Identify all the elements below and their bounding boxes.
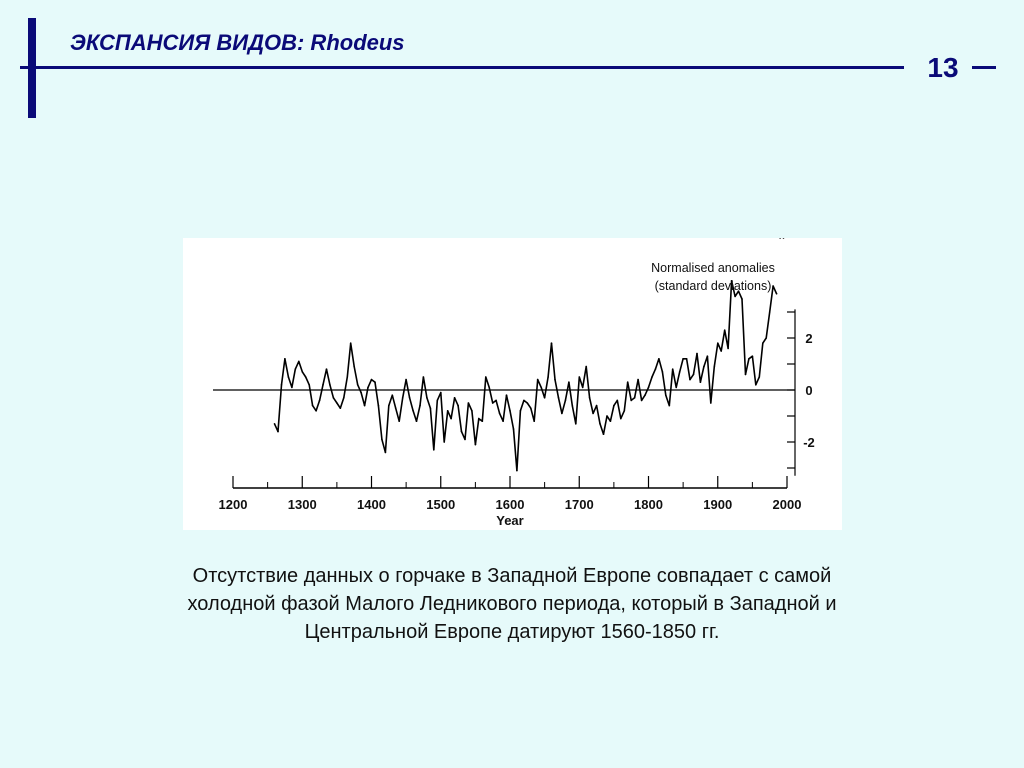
data-point — [350, 342, 352, 344]
data-point — [644, 394, 646, 396]
data-point — [440, 392, 442, 394]
data-point — [689, 379, 691, 381]
data-point — [502, 420, 504, 422]
data-point — [357, 384, 359, 386]
data-point — [686, 358, 688, 360]
x-tick-label: 1200 — [218, 497, 248, 512]
data-point — [530, 407, 532, 409]
data-point — [360, 392, 362, 394]
data-point — [679, 371, 681, 373]
data-point — [385, 452, 387, 454]
data-point — [464, 439, 466, 441]
data-point — [641, 400, 643, 402]
data-point — [353, 366, 355, 368]
data-point — [759, 376, 761, 378]
x-axis-title: Year — [496, 513, 524, 528]
data-point — [551, 342, 553, 344]
data-point — [305, 376, 307, 378]
data-point — [575, 423, 577, 425]
data-point — [727, 348, 729, 350]
data-point — [471, 410, 473, 412]
data-point — [457, 405, 459, 407]
caption-line-1: Отсутствие данных о горчаке в Западной Европе совпадает с самой — [192, 565, 832, 587]
data-point — [333, 397, 335, 399]
data-point — [433, 449, 435, 451]
data-point — [409, 397, 411, 399]
data-point — [488, 387, 490, 389]
data-point — [402, 397, 404, 399]
y-tick-label: -2 — [803, 435, 815, 450]
data-point — [655, 368, 657, 370]
data-point — [606, 415, 608, 417]
data-point — [700, 381, 702, 383]
data-point — [592, 413, 594, 415]
data-point — [308, 384, 310, 386]
data-point — [274, 423, 276, 425]
data-point — [572, 405, 574, 407]
data-point — [509, 410, 511, 412]
slide-title: ЭКСПАНСИЯ ВИДОВ: Rhodeus — [70, 30, 405, 55]
data-point — [454, 397, 456, 399]
data-point — [288, 376, 290, 378]
data-point — [326, 368, 328, 370]
data-point — [398, 420, 400, 422]
data-point — [336, 402, 338, 404]
data-point — [295, 368, 297, 370]
data-point — [558, 397, 560, 399]
data-point — [412, 410, 414, 412]
data-point — [329, 384, 331, 386]
data-point — [374, 381, 376, 383]
data-point — [419, 405, 421, 407]
slide-caption — [70, 562, 954, 646]
x-tick-label: 1400 — [357, 497, 386, 512]
data-point — [364, 405, 366, 407]
data-point — [720, 350, 722, 352]
data-point — [765, 337, 767, 339]
data-point — [703, 366, 705, 368]
x-tick-label: 1500 — [426, 497, 456, 512]
data-point — [492, 402, 494, 404]
data-point — [624, 410, 626, 412]
data-point — [544, 397, 546, 399]
data-point — [378, 405, 380, 407]
data-point — [319, 400, 321, 402]
data-point — [696, 353, 698, 355]
data-point — [752, 355, 754, 357]
data-point — [734, 296, 736, 298]
data-point — [284, 358, 286, 360]
data-point — [527, 402, 529, 404]
data-point — [381, 439, 383, 441]
data-point — [315, 410, 317, 412]
data-point — [312, 405, 314, 407]
data-point — [495, 400, 497, 402]
data-point — [724, 329, 726, 331]
data-point — [707, 355, 709, 357]
data-point — [630, 400, 632, 402]
data-point — [648, 387, 650, 389]
data-point — [298, 361, 300, 363]
data-point — [755, 384, 757, 386]
data-point — [779, 238, 781, 239]
data-point — [450, 418, 452, 420]
data-point — [291, 387, 293, 389]
data-point — [565, 400, 567, 402]
data-point — [682, 358, 684, 360]
y-tick-label: 0 — [805, 383, 813, 398]
data-point — [447, 410, 449, 412]
data-point — [443, 441, 445, 443]
data-point — [561, 413, 563, 415]
data-point — [603, 433, 605, 435]
data-point — [748, 358, 750, 360]
data-point — [392, 394, 394, 396]
data-point — [599, 423, 601, 425]
data-point — [714, 366, 716, 368]
data-point — [762, 342, 764, 344]
slide-number: 13 — [927, 52, 959, 83]
data-point — [582, 387, 584, 389]
data-point — [637, 379, 639, 381]
data-point — [388, 405, 390, 407]
y-axis-title-line: (standard deviations) — [654, 279, 772, 293]
data-point — [568, 381, 570, 383]
data-point — [485, 376, 487, 378]
data-point — [423, 376, 425, 378]
data-point — [741, 298, 743, 300]
data-point — [783, 238, 785, 239]
data-point — [672, 368, 674, 370]
data-point — [610, 420, 612, 422]
data-point — [769, 311, 771, 313]
data-point — [430, 407, 432, 409]
data-point — [343, 397, 345, 399]
title-rule-right — [972, 66, 996, 69]
caption-line-3: Центральной Европе датируют 1560-1850 гг. — [304, 621, 720, 643]
y-tick-label: 2 — [805, 331, 813, 346]
data-point — [693, 374, 695, 376]
data-point — [533, 420, 535, 422]
data-point — [416, 420, 418, 422]
data-point — [347, 376, 349, 378]
series-line-0 — [275, 281, 777, 471]
data-point — [478, 418, 480, 420]
data-point — [405, 379, 407, 381]
data-point — [634, 397, 636, 399]
data-point — [627, 381, 629, 383]
data-point — [482, 420, 484, 422]
data-point — [620, 418, 622, 420]
data-point — [461, 431, 463, 433]
data-point — [772, 285, 774, 287]
data-point — [499, 413, 501, 415]
data-point — [340, 407, 342, 409]
data-point — [516, 470, 518, 472]
data-point — [281, 384, 283, 386]
data-point — [589, 397, 591, 399]
data-point — [277, 431, 279, 433]
data-point — [371, 379, 373, 381]
data-point — [776, 293, 778, 295]
data-point — [540, 387, 542, 389]
chart-panel — [183, 238, 842, 530]
data-point — [662, 371, 664, 373]
data-point — [547, 376, 549, 378]
data-point — [579, 376, 581, 378]
data-point — [554, 379, 556, 381]
data-point — [617, 400, 619, 402]
x-tick-label: 1800 — [634, 497, 663, 512]
data-point — [596, 405, 598, 407]
data-point — [710, 402, 712, 404]
data-point — [426, 397, 428, 399]
y-axis-title-line: Normalised anomalies — [651, 261, 775, 275]
data-point — [658, 358, 660, 360]
data-point — [513, 428, 515, 430]
data-point — [651, 376, 653, 378]
data-point — [322, 384, 324, 386]
x-tick-label: 1900 — [703, 497, 733, 512]
x-tick-label: 2000 — [772, 497, 802, 512]
anomaly-chart — [183, 238, 842, 530]
data-point — [395, 407, 397, 409]
x-tick-label: 1600 — [495, 497, 525, 512]
data-point — [468, 402, 470, 404]
data-point — [675, 387, 677, 389]
data-point — [506, 394, 508, 396]
data-point — [585, 366, 587, 368]
data-point — [437, 400, 439, 402]
data-point — [367, 387, 369, 389]
x-tick-label: 1700 — [564, 497, 594, 512]
x-tick-label: 1300 — [287, 497, 317, 512]
data-point — [302, 371, 304, 373]
data-point — [520, 410, 522, 412]
data-point — [537, 379, 539, 381]
title-rule — [20, 66, 904, 69]
data-point — [475, 444, 477, 446]
data-point — [717, 342, 719, 344]
chart-axes — [213, 309, 795, 488]
data-point — [669, 405, 671, 407]
data-point — [523, 400, 525, 402]
data-point — [613, 405, 615, 407]
caption-line-2: холодной фазой Малого Ледникового периода, который в Западной и — [187, 593, 837, 615]
data-point — [745, 374, 747, 376]
data-point — [665, 394, 667, 396]
